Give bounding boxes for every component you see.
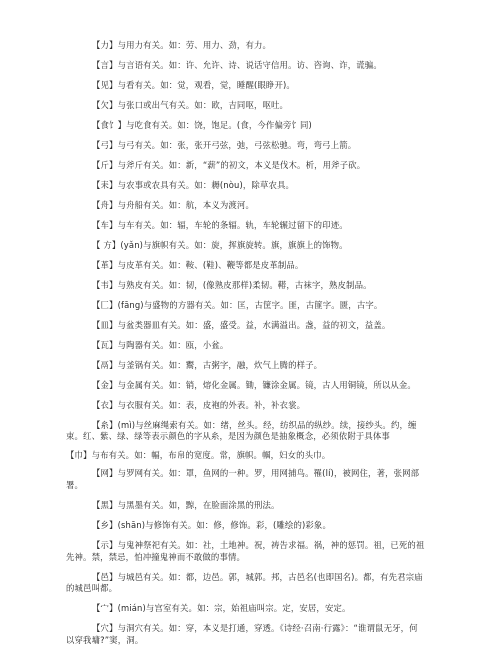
entry-wa: 【瓦】与陶器有关。如：瓯，小盆。 — [92, 339, 229, 350]
entry-li: 【力】与用力有关。如：劳、用力、劲，有力。 — [92, 40, 272, 50]
entry-mian: 【宀】(mián)与宫室有关。如：宗，始祖庙叫宗。定，安居，安定。 — [92, 603, 351, 614]
entry-shi: 【食饣】与吃食有关。如：饶，饱足。(食，今作偏旁饣同) — [92, 119, 312, 130]
entry-xue: 【穴】与洞穴有关。如：穿，本义是打通，穿透。《诗经·召南·行露》：“谁谓鼠无牙，何以穿我墉?”窦，洞。 — [66, 623, 418, 645]
entry-ge: 【革】与皮革有关。如：鞍、(鞋)、鞭等都是皮革制品。 — [92, 259, 304, 270]
entry-wei: 【韦】与熟皮有关。如：韧，(像熟皮那样)柔韧。鞯，古袜字，熟皮制品。 — [92, 279, 372, 290]
entry-zhou: 【舟】与舟船有关。如：航，本义为渡河。 — [92, 199, 254, 210]
entry-yan-flag: 【 方】(yǎn)与旗帜有关。如：旋，挥旗旋转。旗，旗旗上的饰物。 — [92, 239, 348, 250]
radical-list — [66, 40, 426, 655]
entry-yan: 【言】与言语有关。如：许、允许、诗、说话守信用。访、咨询、诈，谎骗。 — [92, 59, 382, 70]
entry-min: 【皿】与盆类器皿有关。如：盛，盛受。益，水满溢出。盏，益的初文，益盖。 — [92, 319, 391, 330]
entry-yi-city: 【邑】与城邑有关。如：都，边邑。郭，城郭。邦，古邑名(也即国名)。都，有先君宗庙的城邑叫都。 — [66, 571, 423, 594]
entry-mi: 【糸】(mì)与丝麻绳索有关。如：绪，丝头。经，纺织品的纵纱。续，接纱头。约，缠束。红、紫、绿、绿等表示颜色的字从糸，是因为颜色是抽象概念，必须依附于具体事 — [66, 419, 417, 442]
entry-jian: 【见】与看有关。如：觉，观看，觉，睡醒(眼睁开)。 — [92, 79, 295, 90]
entry-jin-cloth: 【巾】与布有关。如：幅，布帛的宽度。常，旗帜。帼，妇女的头巾。 — [66, 449, 331, 460]
entry-shi-spirit: 【示】与鬼神祭祀有关。如：社，土地神。祝，祷告求福。祸，神的惩罚。祖，已死的祖先神。禁，禁忌，怕冲撞鬼神而不敢做的事情。 — [66, 540, 425, 562]
entry-jin: 【斤】与斧斤有关。如：新，“薪”的初文，本义是伐木。析，用斧子砍。 — [92, 159, 366, 170]
entry-che: 【车】与车有关。如：辐，车轮的条辐。轨，车轮辗过留下的印迹。 — [92, 219, 348, 230]
entry-shan: 【乡】(shān)与修饰有关。如：修，修饰。彩，(雕绘的)彩象。 — [92, 520, 331, 531]
entry-yi: 【衣】与衣服有关。如：表，皮袍的外表。补，补衣裳。 — [92, 399, 306, 410]
entry-li-cauldron: 【鬲】与釜锅有关。如：鬻，古粥字，融，炊气上腾的样子。 — [92, 359, 323, 370]
entry-gong: 【弓】与弓有关。如：张，张开弓弦，弛，弓弦松驰。弯，弯弓上箭。 — [92, 139, 357, 150]
entry-fang: 【匚】(fāng)与盛物的方器有关。如：匡，古筐字。匪，古篚字。匮，古字。 — [92, 299, 383, 310]
entry-lei: 【耒】与农事或农具有关。如：耨(nòu)，除草农具。 — [92, 179, 295, 190]
entry-qian: 【欠】与张口或出气有关。如：欧，吉同呕，呕吐。 — [92, 99, 289, 110]
entry-hei: 【黑】与黑墨有关。如，黥，在脸面涂黑的刑法。 — [92, 500, 280, 511]
entry-wang: 【网】与罗网有关。如：罩，鱼网的一种。罗，用网捕鸟。罹(lí)，被网住，著，张网部署。 — [66, 468, 420, 491]
entry-jin-metal: 【金】与金属有关。如：销，熔化金属。锄，镰涂金属。镜，古人用铜镜，所以从金。 — [92, 379, 416, 390]
